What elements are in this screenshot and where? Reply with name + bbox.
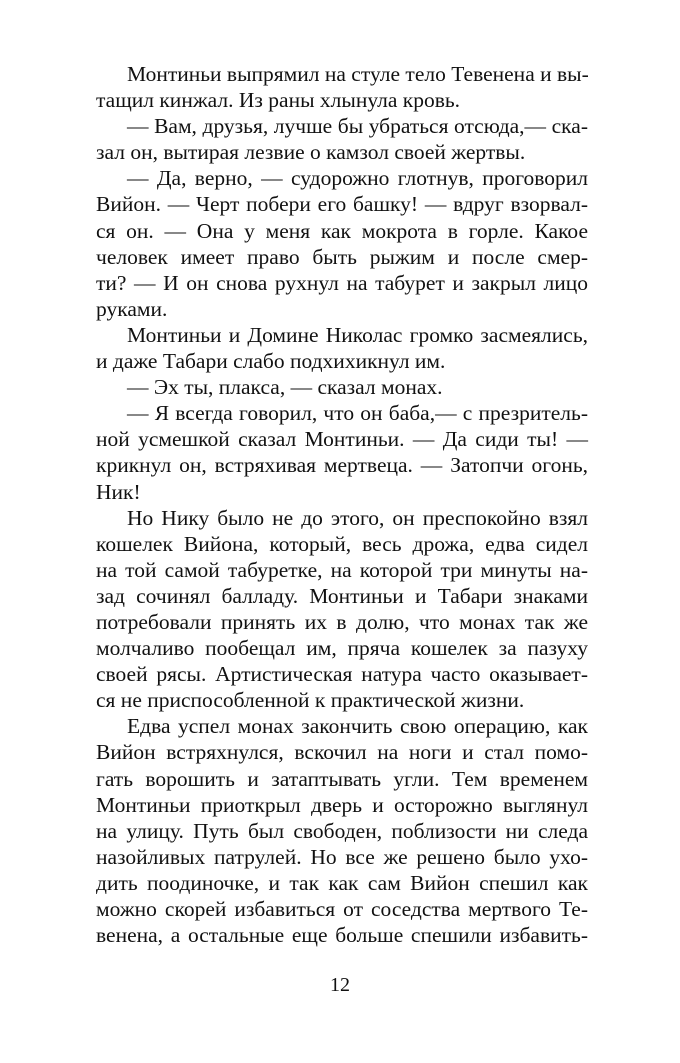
text-line: потребовали принять их в долю, что монах так же <box>96 609 588 634</box>
text-line: — Эх ты, плакса, — сказал монах. <box>127 375 443 400</box>
text-line: зал он, вытирая лезвие о камзол своей жертвы. <box>96 140 526 165</box>
text-line: — Я всегда говорил, что он баба,— с презритель- <box>127 401 588 426</box>
text-line: Едва успел монах закончить свою операцию, как <box>127 714 588 739</box>
text-line: Вийон. — Черт побери его башку! — вдруг взорвал- <box>96 192 588 217</box>
text-line: можно скорей избавиться от соседства мертвого Те- <box>96 897 588 921</box>
text-line: Монтиньи и Домине Николас громко засмеялись, <box>127 322 588 347</box>
text-line: назойливых патрулей. Но все же решено было ухо- <box>96 844 588 869</box>
text-line: на улицу. Путь был свободен, поблизости ни следа <box>96 818 588 843</box>
text-line: Ник! <box>96 479 141 504</box>
text-line: Но Нику было не до этого, он преспокойно взял <box>127 505 588 530</box>
text-line: — Вам, друзья, лучше бы убраться отсюда,— ска- <box>127 114 588 139</box>
text-line: Вийон встряхнулся, вскочил на ноги и стал помо- <box>96 740 588 765</box>
text-line: гать ворошить и затаптывать угли. Тем временем <box>96 766 588 791</box>
text-line: венена, а остальные еще больше спешили избавить- <box>96 923 588 948</box>
text-line: крикнул он, встряхивая мертвеца. — Затопчи огонь, <box>96 453 588 478</box>
text-line: зад сочинял балладу. Монтиньи и Табари знаками <box>96 583 588 608</box>
text-line: и даже Табари слабо подхихикнул им. <box>96 349 446 374</box>
text-line: на той самой табуретке, на которой три минуты на- <box>96 557 588 582</box>
text-line: Монтиньи выпрямил на стуле тело Тевенена и вы- <box>127 62 589 86</box>
text-line: ся он. — Она у меня как мокрота в горле. Какое <box>96 218 588 243</box>
text-line: человек имеет право быть рыжим и после смер- <box>96 244 588 269</box>
text-line: руками. <box>96 296 168 321</box>
text-line: ся не приспособленной к практической жизни. <box>96 688 525 713</box>
text-line: молчаливо пообещал им, пряча кошелек за пазуху <box>96 636 588 661</box>
text-line: тащил кинжал. Из раны хлынула кровь. <box>96 88 461 113</box>
text-line: ной усмешкой сказал Монтиньи. — Да сиди ты! — <box>96 427 588 452</box>
page-number: 12 <box>330 974 350 996</box>
text-line: Монтиньи приоткрыл дверь и осторожно выглянул <box>96 792 588 817</box>
text-line: кошелек Вийона, который, весь дрожа, едва сидел <box>96 531 588 556</box>
text-line: дить поодиночке, и так как сам Вийон спешил как <box>96 870 588 895</box>
text-line: — Да, верно, — судорожно глотнув, проговорил <box>127 166 588 191</box>
page-body <box>96 61 588 948</box>
text-line: ти? — И он снова рухнул на табурет и закрыл лицо <box>96 270 588 295</box>
text-line: своей рясы. Артистическая натура часто оказывает- <box>96 662 588 687</box>
